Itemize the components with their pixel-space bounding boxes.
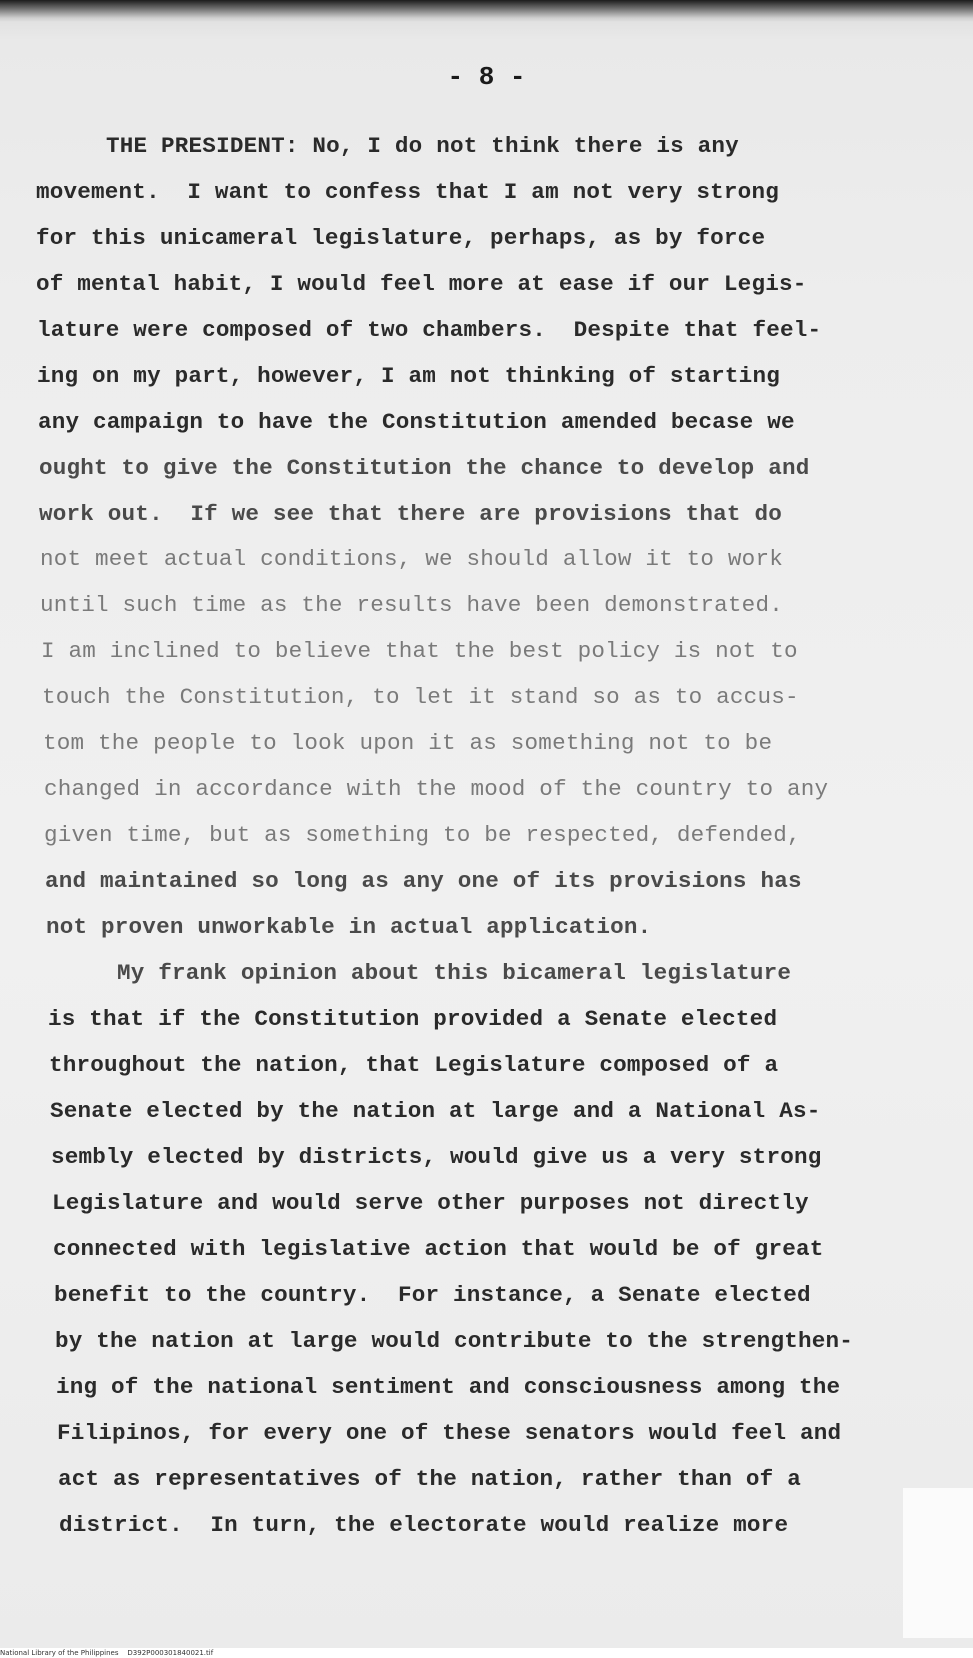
text-line: Legislature and would serve other purposes not directly xyxy=(52,1190,809,1216)
page-number: - 8 - xyxy=(447,62,526,92)
paper-corner-patch xyxy=(903,1488,973,1638)
scan-edge-shadow xyxy=(0,0,973,22)
text-line: of mental habit, I would feel more at ease if our Legis- xyxy=(36,271,807,297)
text-line: lature were composed of two chambers. Despite that feel- xyxy=(37,317,822,343)
text-line: by the nation at large would contribute to the strengthen- xyxy=(55,1328,853,1354)
text-line: changed in accordance with the mood of the country to any xyxy=(44,776,829,802)
text-line: THE PRESIDENT: No, I do not think there is any xyxy=(106,133,739,159)
text-line: is that if the Constitution provided a Senate elected xyxy=(48,1006,778,1032)
text-line: not meet actual conditions, we should allow it to work xyxy=(40,546,783,572)
text-line: given time, but as something to be respected, defended, xyxy=(44,822,801,848)
text-line: ing on my part, however, I am not thinking of starting xyxy=(37,363,780,389)
text-line: throughout the nation, that Legislature composed of a xyxy=(49,1052,779,1078)
text-line: ought to give the Constitution the chance to develop and xyxy=(39,455,810,481)
text-line: Filipinos, for every one of these senators would feel and xyxy=(57,1420,842,1446)
text-line: any campaign to have the Constitution amended becase we xyxy=(38,409,795,435)
archive-caption: National Library of the Philippines D392P000301840021.tif xyxy=(0,1648,973,1658)
text-line: I am inclined to believe that the best policy is not to xyxy=(41,638,798,664)
text-line: work out. If we see that there are provisions that do xyxy=(39,501,782,527)
text-line: district. In turn, the electorate would realize more xyxy=(59,1512,789,1538)
text-line: tom the people to look upon it as something not to be xyxy=(43,730,773,756)
text-line: act as representatives of the nation, rather than of a xyxy=(58,1466,801,1492)
text-line: and maintained so long as any one of its provisions has xyxy=(45,868,802,894)
text-line: for this unicameral legislature, perhaps, as by force xyxy=(36,225,766,251)
text-line: movement. I want to confess that I am not very strong xyxy=(36,179,779,205)
text-line: ing of the national sentiment and consciousness among the xyxy=(56,1374,841,1400)
text-line: sembly elected by districts, would give us a very strong xyxy=(51,1144,822,1170)
text-line: touch the Constitution, to let it stand so as to accus- xyxy=(42,684,799,710)
text-line: benefit to the country. For instance, a Senate elected xyxy=(54,1282,811,1308)
text-line: Senate elected by the nation at large and a National As- xyxy=(50,1098,821,1124)
text-line: connected with legislative action that would be of great xyxy=(53,1236,824,1262)
text-line: until such time as the results have been demonstrated. xyxy=(40,592,783,618)
text-line: not proven unworkable in actual application. xyxy=(46,914,652,940)
text-line: My frank opinion about this bicameral legislature xyxy=(117,960,792,986)
